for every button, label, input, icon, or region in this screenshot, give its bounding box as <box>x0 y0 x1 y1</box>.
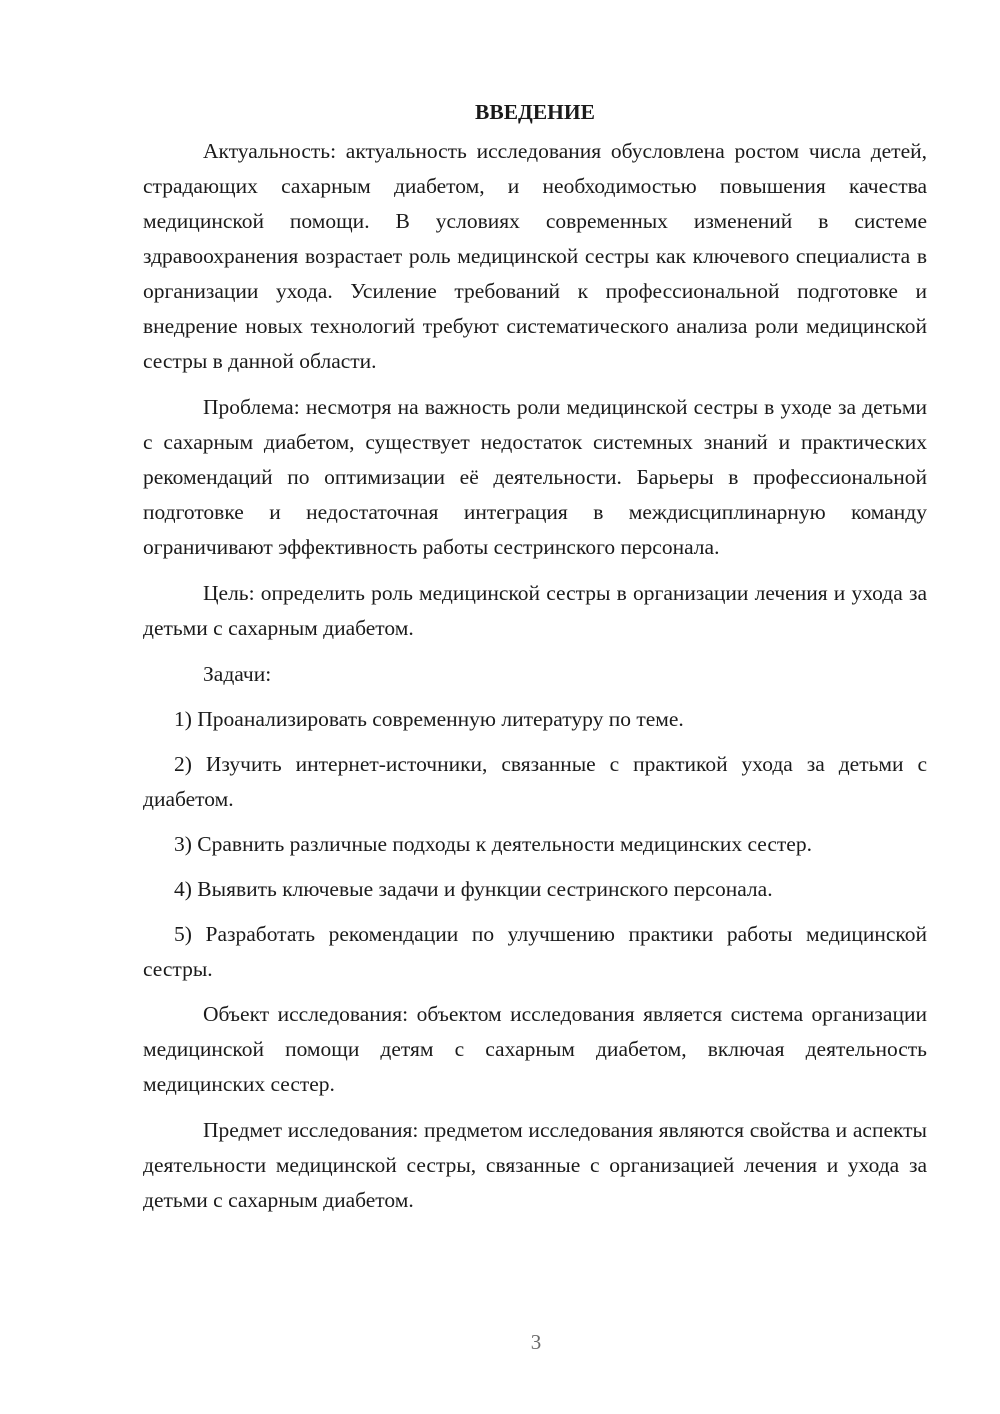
task-item: 4) Выявить ключевые задачи и функции сестринского персонала. <box>174 877 773 901</box>
paragraph-goal: Цель: определить роль медицинской сестры в организации лечения и ухода за детьми с сахарным диабетом. <box>143 581 927 640</box>
paragraph-problem: Проблема: несмотря на важность роли медицинской сестры в уходе за детьми с сахарным диабетом, существует недостаток системных знаний и практических рекомендаций по оптимизации её деятельности. Барьеры в профессиональной подготовке и недостаточная интеграция в междисциплинарную команду ограничивают эффективность работы сестринского персонала. <box>143 395 927 559</box>
task-item: 1) Проанализировать современную литературу по теме. <box>174 707 684 731</box>
tasks-list <box>143 702 927 987</box>
paragraph-object: Объект исследования: объектом исследования является система организации медицинской помощи детям с сахарным диабетом, включая деятельность медицинских сестер. <box>143 1002 927 1096</box>
section-heading: ВВЕДЕНИЕ <box>475 100 595 124</box>
page-number: 3 <box>530 1330 542 1354</box>
task-item: 5) Разработать рекомендации по улучшению практики работы медицинской сестры. <box>143 922 927 981</box>
page-content <box>143 97 927 1229</box>
tasks-heading: Задачи: <box>203 662 272 686</box>
paragraph-relevance: Актуальность: актуальность исследования обусловлена ростом числа детей, страдающих сахарным диабетом, и необходимостью повышения качества медицинской помощи. В условиях современных изменений в системе здравоохранения возрастает роль медицинской сестры как ключевого специалиста в организации ухода. Усиление требований к профессиональной подготовке и внедрение новых технологий требуют систематического анализа роли медицинской сестры в данной области. <box>143 139 927 373</box>
task-item: 3) Сравнить различные подходы к деятельности медицинских сестер. <box>174 832 812 856</box>
task-item: 2) Изучить интернет-источники, связанные с практикой ухода за детьми с диабетом. <box>143 752 927 811</box>
paragraph-subject: Предмет исследования: предметом исследования являются свойства и аспекты деятельности медицинской сестры, связанные с организацией лечения и ухода за детьми с сахарным диабетом. <box>143 1118 927 1212</box>
